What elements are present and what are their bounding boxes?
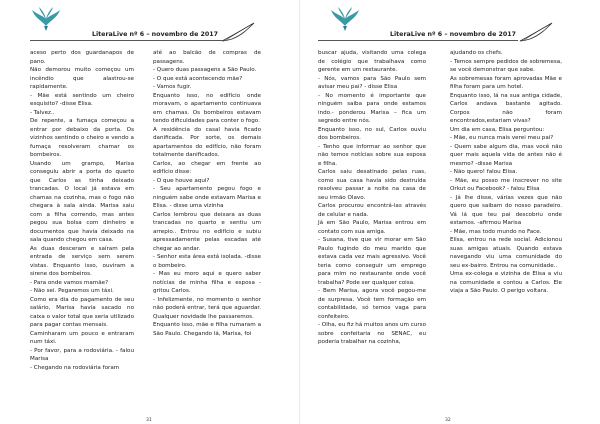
paragraph: - Olha, eu fiz há muitos anos um curso sobre confeitaria no SENAC, eu poderia trabalhar na cozinha,	[318, 322, 427, 345]
right-page	[300, 0, 600, 424]
paragraph: - No momento é importante que ninguém saiba para onde estamos indo.- ponderou Marisa – fica um segredo entre nós.	[318, 92, 426, 124]
paragraph: De repente, a fumaça começou a entrar por debaixo da porta. Os vizinhos sentindo o cheiro e vendo a fumaça resolveram chamar os bombeiros.	[30, 118, 134, 158]
paragraph: Elisa, entrou na rede social. Adicionou suas amigas atuais. Quando estava navegando viu uma comunidade do seu ex-bairro. Entrou na comunidade..	[450, 237, 562, 269]
paragraph: - Quem sabe algum dia, mas você não quer mais aquela vida de antes não é mesmo? -disse Marisa	[450, 143, 562, 167]
page-number: 32	[445, 418, 451, 423]
paragraph: A residência do casal havia ficado danificada. Por sorte, os demais apartamentos do edifício, não foram totalmente danificados.	[153, 126, 261, 158]
paragraph: - Infelizmente, no momento o senhor não poderá entrar, terá que aguardar. Qualquer novidade lhe passaremos.	[153, 296, 261, 320]
header-rule	[30, 40, 222, 41]
paragraph: - Mãe está sentindo um cheiro esquisito? -disse Elisa.	[30, 92, 134, 107]
bird-wings-icon	[330, 6, 360, 32]
paragraph: - Chegando na rodoviária foram	[30, 364, 120, 371]
header-rule	[318, 40, 518, 41]
paragraph: Enquanto isso, no edifício onde moravam, o apartamento continuava em chamas. Os bombeiros estavam tendo dificuldades para conter o fogo.	[153, 92, 261, 124]
paragraph: Carlos saiu desatinado pelas ruas, como sua casa havia sido destruída resolveu passar a noite na casa de seu irmão Olavo.	[318, 169, 426, 201]
paragraph: - Vamos fugir.	[153, 84, 192, 90]
paragraph: As duas desceram e saíram pela entrada de serviço sem serem vistas. Enquanto isso, ouviram a sirene dos bombeiros.	[30, 245, 134, 277]
paragraph: - Para onde vamos mamãe?	[30, 279, 109, 286]
paragraph: - Talvez..	[30, 109, 55, 116]
paragraph: - Não quero! falou Elisa.	[450, 169, 518, 175]
paragraph: buscar ajuda, visitando uma colega de colégio que trabalhava como gerente em um restaurante.	[318, 50, 426, 73]
paragraph: - Mas eu moro aqui e quero saber notícias de minha filha e esposa -gritou Carlos.	[153, 271, 261, 294]
paragraph: Enquanto isso, mãe e filha rumaram a São Paulo. Chegando lá, Marisa, foi	[153, 322, 261, 337]
header-title: LiteraLive nº 6 – novembro de 2017	[390, 31, 517, 38]
page-number: 31	[146, 418, 152, 423]
paragraph: - Já lhe disse, várias vezes que não quero que saibam do nosso paradeiro. Vá lá que teu pai descobriu onde estamos. -afirmou Marisa	[450, 194, 562, 226]
paragraph: - Susana, tive que vir morar em São Paulo fugindo do meu marido que estava cada vez mais agressivo. Você teria como conseguir um emprego para mim no restaurante onde você trabalha? Pode ser qualquer coisa.	[318, 237, 426, 286]
left-column-a	[30, 49, 134, 372]
paragraph: Enquanto isso, lá na sua antiga cidade, Carlos andava bastante agitado. Corpos não foram encontrados,estariam vivas?	[450, 92, 562, 124]
right-column-a	[318, 49, 426, 347]
paragraph: Usando um grampo, Marisa conseguiu abrir a porta do quarto que Carlos as tinha deixado trancadas. O local já estava em chamas na cozinha, mas o fogo não chegara à sala ainda. Marisa saiu com a filha correndo, mas antes pegou sua bolsa com dinheiro e documentos que havia deixado na sala quando chegou em casa.	[30, 160, 134, 243]
paragraph: - Bem Marisa, agora você pegou-me de surpresa. Você tem formação em contabilidade, só temos vaga para confeiteiro.	[318, 288, 426, 320]
paragraph: - Quero duas passagens a São Paulo.	[153, 67, 257, 73]
paragraph: - Seu apartamento pegou fogo e ninguém sabe onde estavam Marisa e Elisa. - disse uma vizinha	[153, 186, 261, 209]
paragraph: - Não sei. Pegaremos um táxi.	[30, 288, 114, 294]
paragraph: Enquanto isso, no sul, Carlos ouviu dos bombeiros.	[318, 126, 426, 141]
paragraph: - Por favor, para a rodoviária. - falou Marisa	[30, 347, 134, 362]
paragraph: - Temos sempre pedidos de sobremesa, se você demonstrar que sabe.	[450, 58, 562, 73]
bird-wings-icon	[31, 6, 61, 32]
paragraph: - Mãe, eu posso me inscrever no site Orkut ou Facebook? - falou Elisa	[450, 177, 562, 192]
quill-pen-icon	[220, 21, 256, 43]
paragraph: Como era dia do pagamento de seu salário, Marisa havia sacado no caixa o valor total que seria utilizado para pagar contas mensais.	[30, 296, 134, 328]
paragraph: Já em São Paulo, Marisa entrou em contato com sua amiga.	[318, 220, 426, 235]
paragraph: - O que está acontecendo mãe?	[153, 75, 243, 82]
paragraph: ajudando os chefs.	[450, 50, 503, 56]
paragraph: Carlos lembrou que deixara as duas trancadas no quarto e sentiu um arrepio.. Entrou no edifício e subiu apressadamente pelas escadas até chegar ao andar.	[153, 211, 261, 252]
paragraph: - Mãe, mas todo mundo no Face.	[450, 228, 542, 235]
paragraph: - Tenho que informar ao senhor que não temos notícias sobre sua esposa e filha.	[318, 143, 426, 167]
paragraph: até ao balcão de compras de passagens.	[153, 50, 261, 65]
paragraph: - Nós, vamos para São Paulo sem avisar meu pai? - disse Elisa	[318, 75, 426, 90]
paragraph: Carlos procurou encontrá-las através de celular e nada.	[318, 203, 426, 218]
quill-pen-icon	[518, 21, 554, 43]
header-title: LiteraLive nº 6 – novembro de 2017	[92, 31, 219, 38]
paragraph: As sobremesas foram aprovadas Mãe e filha foram para um hotel.	[450, 75, 562, 90]
paragraph: - O que houve aqui?	[153, 177, 210, 184]
paragraph: - Senhor esta área está isolada. -disse o bombeiro.	[153, 254, 261, 269]
paragraph: Um dia em casa, Elisa perguntou:	[450, 126, 545, 133]
right-column-b	[450, 49, 562, 296]
paragraph: - Mãe, eu nunca mais verei meu pai?	[450, 135, 554, 141]
left-column-b	[153, 49, 261, 338]
paragraph: aceso perto dos guardanapos de pano.	[30, 50, 134, 65]
paragraph: Não demorou muito começou um incêndio que alastrou-se rapidamente.	[30, 67, 134, 90]
paragraph: Uma ex-colega e vizinha de Elisa a viu na comunidade e contou a Carlos. Ele viaja a São Paulo. O perigo voltara.	[450, 271, 562, 294]
paragraph: Caminharam um pouco e entraram num táxi.	[30, 330, 134, 345]
paragraph: Carlos, ao chegar em frente ao edifício disse:	[153, 160, 261, 175]
